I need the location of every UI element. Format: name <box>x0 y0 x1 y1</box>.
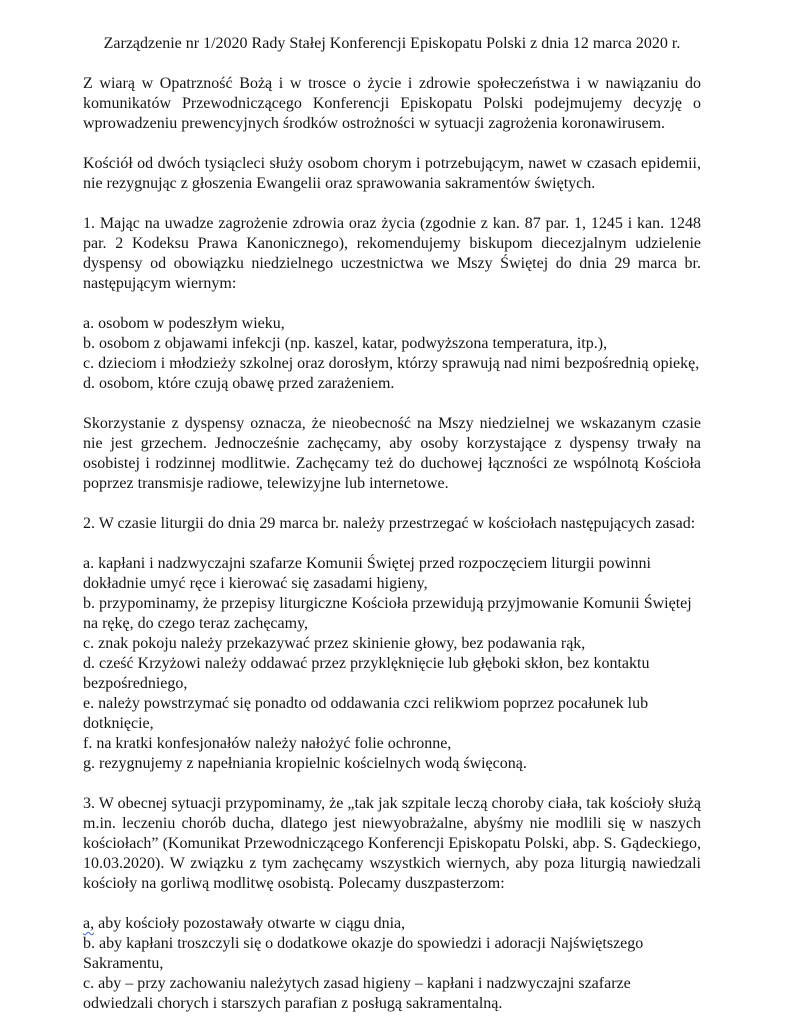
list-item: d. osobom, które czują obawę przed zarażeniem. <box>83 375 395 392</box>
section-3-list <box>83 914 701 1014</box>
spellcheck-squiggle-marker: a, <box>83 915 95 932</box>
list-item: a. osobom w podeszłym wieku, <box>83 315 285 332</box>
section-1-list <box>83 314 701 394</box>
paragraph-dispensation: Skorzystanie z dyspensy oznacza, że nieobecność na Mszy niedzielnej we wskazanym czasie nie jest grzechem. Jednocześnie zachęcamy, aby osoby korzystające z dyspensy trwały na osobistej i rodzinnej modlitwie. Zachęcamy też do duchowej łączności ze wspólnotą Kościoła poprzez transmisje radiowe, telewizyjne lub internetowe. <box>83 415 701 492</box>
list-item: b. przypominamy, że przepisy liturgiczne Kościoła przewidują przyjmowanie Komunii Świętej na rękę, do czego teraz zachęcamy, <box>83 595 692 632</box>
list-item: c. dzieciom i młodzieży szkolnej oraz dorosłym, którzy sprawują nad nimi bezpośrednią opiekę, <box>83 355 700 372</box>
list-item: e. należy powstrzymać się ponadto od oddawania czci relikwiom poprzez pocałunek lub dotknięcie, <box>83 695 649 732</box>
list-item: c. aby – przy zachowaniu należytych zasad higieny – kapłani i nadzwyczajni szafarze odwiedzali chorych i starszych parafian z posługą sakramentalną. <box>83 975 631 1012</box>
list-item-text: aby kościoły pozostawały otwarte w ciągu dnia, <box>94 915 406 932</box>
list-item <box>83 914 701 934</box>
list-item: d. cześć Krzyżowi należy oddawać przez przyklęknięcie lub głęboki skłon, bez kontaktu bezpośredniego, <box>83 655 650 692</box>
list-item: b. osobom z objawami infekcji (np. kaszel, katar, podwyższona temperatura, itp.), <box>83 335 608 352</box>
paragraph-intro: Z wiarą w Opatrzność Bożą i w trosce o życie i zdrowie społeczeństwa i w nawiązaniu do komunikatów Przewodniczącego Konferencji Episkopatu Polski podejmujemy decyzję o wprowadzeniu prewencyjnych środków ostrożności w sytuacji zagrożenia koronawirusem. <box>83 75 701 132</box>
list-item: g. rezygnujemy z napełniania kropielnic kościelnych wodą święconą. <box>83 755 527 772</box>
paragraph-section-2: 2. W czasie liturgii do dnia 29 marca br. należy przestrzegać w kościołach następujących zasad: <box>83 515 696 532</box>
list-item: b. aby kapłani troszczyli się o dodatkowe okazje do spowiedzi i adoracji Najświętszego Sakramentu, <box>83 935 644 972</box>
list-item: a. kapłani i nadzwyczajni szafarze Komunii Świętej przed rozpoczęciem liturgii powinni dokładnie umyć ręce i kierować się zasadami higieny, <box>83 555 651 592</box>
document-title: Zarządzenie nr 1/2020 Rady Stałej Konferencji Episkopatu Polski z dnia 12 marca 2020 r. <box>103 35 681 52</box>
paragraph-church-mission: Kościół od dwóch tysiącleci służy osobom chorym i potrzebującym, nawet w czasach epidemii, nie rezygnując z głoszenia Ewangelii oraz sprawowania sakramentów świętych. <box>83 155 701 192</box>
list-item: f. na kratki konfesjonałów należy nałożyć folie ochronne, <box>83 735 452 752</box>
paragraph-section-3: 3. W obecnej sytuacji przypominamy, że „tak jak szpitale leczą choroby ciała, tak kościoły służą m.in. leczeniu chorób ducha, dlatego jest niewyobrażalne, abyśmy nie modlili się w naszych kościołach” (Komunikat Przewodniczącego Konferencji Episkopatu Polski, abp. S. Gądeckiego, 10.03.2020). W związku z tym zachęcamy wszystkich wiernych, aby poza liturgią nawiedzali kościoły na gorliwą modlitwę osobistą. Polecamy duszpasterzom: <box>83 795 701 892</box>
list-item: c. znak pokoju należy przekazywać przez skinienie głowy, bez podawania rąk, <box>83 635 586 652</box>
section-2-list <box>83 554 701 774</box>
paragraph-section-1: 1. Mając na uwadze zagrożenie zdrowia oraz życia (zgodnie z kan. 87 par. 1, 1245 i kan. 1248 par. 2 Kodeksu Prawa Kanonicznego), rekomendujemy biskupom diecezjalnym udzielenie dyspensy od obowiązku niedzielnego uczestnictwa we Mszy Świętej do dnia 29 marca br. następującym wiernym: <box>83 215 701 292</box>
